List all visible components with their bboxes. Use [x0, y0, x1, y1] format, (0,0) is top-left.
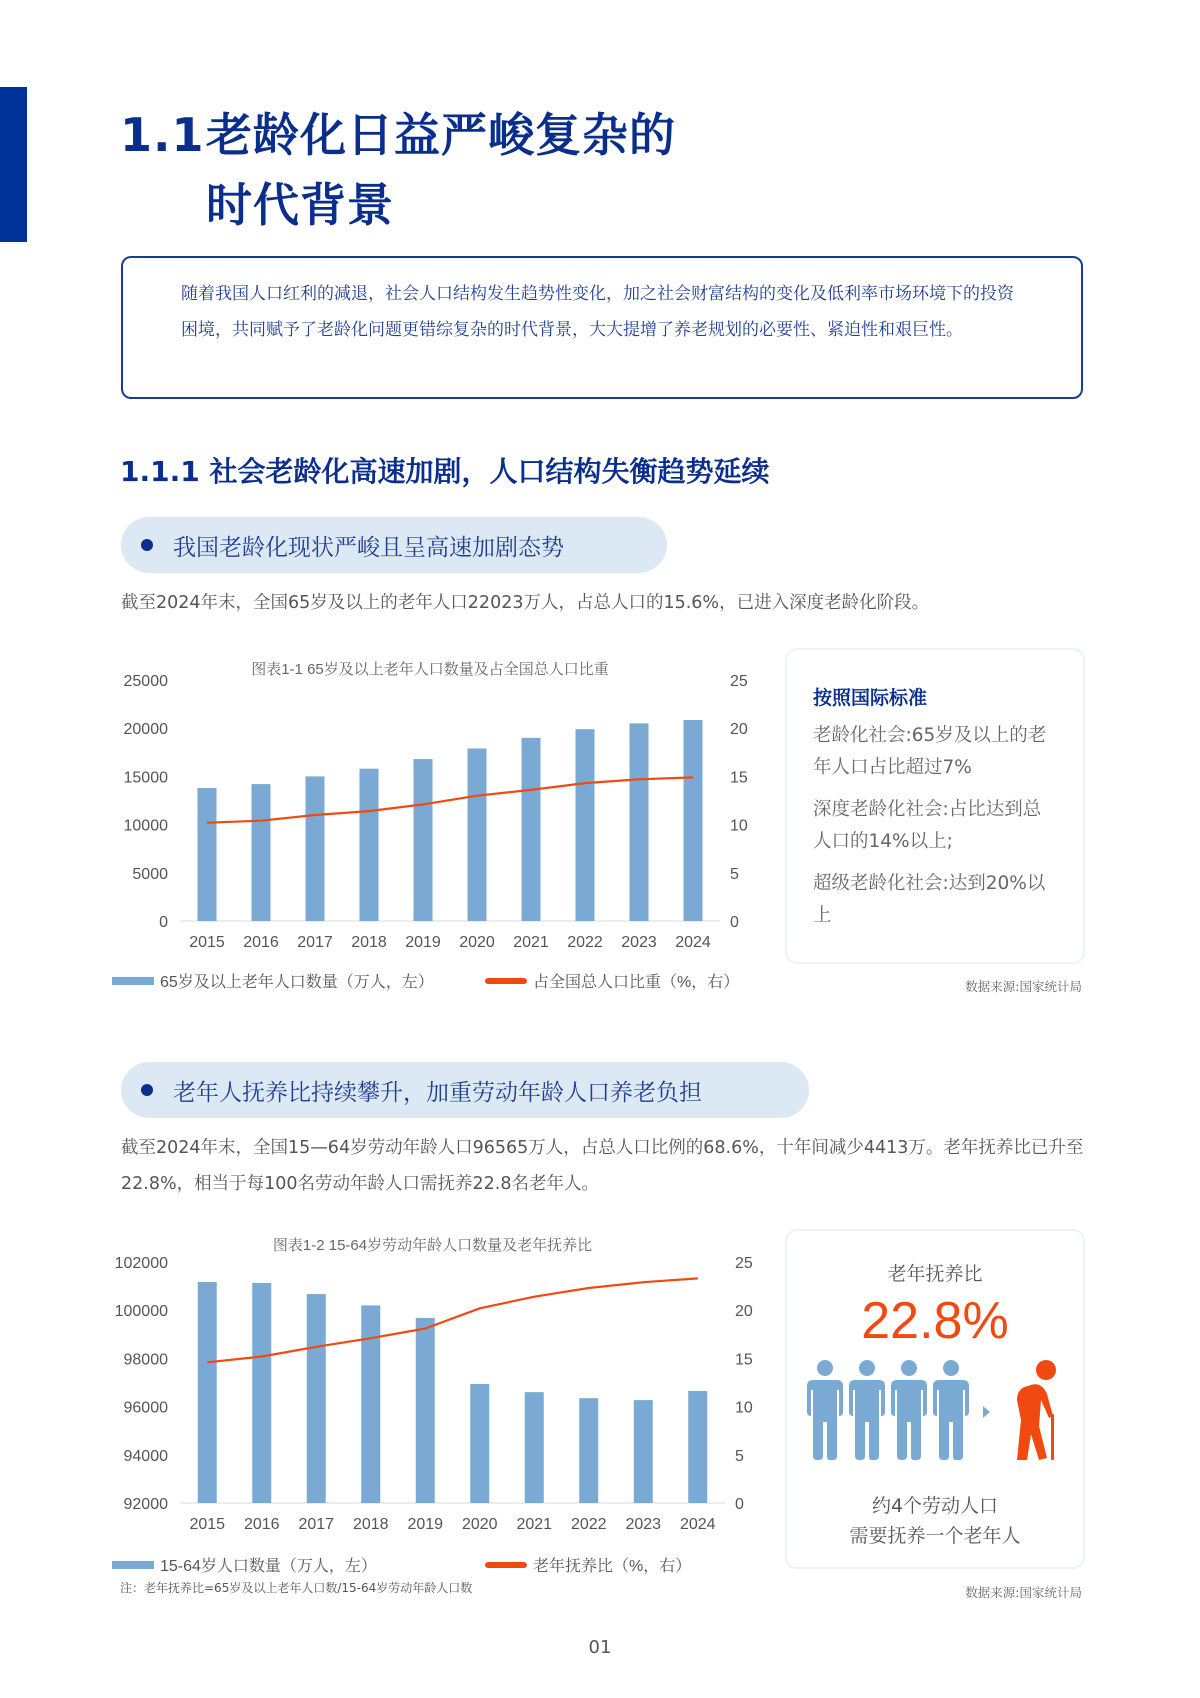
bar-2015: [198, 1282, 217, 1503]
right-axis-tick: 15: [730, 769, 748, 787]
x-axis-tick: 2024: [675, 934, 711, 951]
bar-2022: [576, 729, 595, 921]
page-number: 01: [588, 1637, 612, 1658]
x-axis-tick: 2023: [625, 1516, 662, 1533]
bar-2017: [307, 1294, 326, 1503]
arrow-right-icon: [983, 1406, 990, 1418]
x-axis-tick: 2018: [352, 1516, 389, 1533]
workers-to-elder-infographic: [803, 1356, 1073, 1466]
bar-2021: [525, 1392, 544, 1503]
x-axis-tick: 2020: [459, 934, 495, 951]
x-axis-tick: 2020: [461, 1516, 498, 1533]
chart-note: 注：老年抚养比=65岁及以上老年人口数/15-64岁劳动年龄人口数: [120, 1581, 473, 1595]
left-axis-tick: 0: [159, 914, 168, 931]
title-number: 1.1: [120, 108, 205, 162]
x-axis-tick: 2021: [513, 934, 549, 951]
bar-2024: [688, 1391, 707, 1503]
x-axis-tick: 2019: [407, 1516, 444, 1533]
worker-icon: [891, 1380, 927, 1460]
chart-elderly-population: [110, 645, 770, 1005]
bar-2022: [579, 1398, 598, 1503]
title-accent-bar: [0, 87, 27, 242]
left-axis-tick: 25000: [123, 673, 168, 690]
left-axis-tick: 5000: [132, 865, 168, 883]
bullet-icon: [141, 539, 153, 551]
left-axis-tick: 10000: [123, 817, 168, 835]
ratio-line: [207, 1278, 698, 1362]
right-axis-tick: 15: [735, 1351, 753, 1369]
x-axis-tick: 2019: [405, 934, 441, 951]
worker-person-icons: [807, 1360, 969, 1460]
x-axis-tick: 2022: [570, 1516, 607, 1533]
chart-title: 图表1-1 65岁及以上老年人口数量及占全国总人口比重: [251, 661, 609, 678]
intro-box: [121, 256, 1083, 399]
legend-line-swatch: [485, 978, 527, 984]
x-axis-tick: 2017: [297, 934, 333, 951]
left-axis-tick: 100000: [114, 1303, 168, 1321]
right-axis-tick: 0: [730, 914, 739, 931]
left-axis-tick: 92000: [123, 1496, 168, 1513]
right-axis-tick: 25: [730, 673, 748, 690]
right-axis-tick: 20: [735, 1303, 753, 1321]
aging-paragraph: 截至2024年末，全国65岁及以上的老年人口22023万人，占总人口的15.6%，已进入深度老龄化阶段。: [121, 593, 930, 613]
title-line-1: 老龄化日益严峻复杂的: [206, 108, 676, 162]
right-axis-tick: 5: [730, 865, 739, 883]
caption-line-1: 约4个劳动人口: [871, 1495, 999, 1517]
intro-text: 随着我国人口红利的减退，社会人口结构发生趋势性变化，加之社会财富结构的变化及低利率市场环境下的投资困境，共同赋予了老龄化问题更错综复杂的时代背景，大大提增了养老规划的必要性、紧迫性和艰巨性。: [181, 284, 1014, 340]
legend-line-label: 占全国总人口比重（%，右）: [533, 974, 740, 991]
chart-working-age-population: [110, 1225, 770, 1605]
right-axis-tick: 20: [730, 721, 748, 739]
x-axis-tick: 2022: [567, 934, 603, 951]
bar-2020: [468, 748, 487, 921]
right-axis-tick: 10: [735, 1399, 753, 1417]
bar-2020: [470, 1384, 489, 1503]
dependency-ratio-value: 22.8%: [861, 1292, 1009, 1350]
legend-bar-swatch: [112, 977, 154, 985]
ratio-line: [207, 777, 693, 822]
legend-line-label: 老年抚养比（%，右）: [533, 1558, 692, 1575]
title-line-2: 时代背景: [206, 178, 394, 232]
data-source-1: 数据来源:国家统计局: [965, 979, 1082, 994]
international-standard-card: [785, 648, 1085, 964]
left-axis-tick: 96000: [123, 1399, 168, 1417]
legend-bar-swatch: [112, 1561, 154, 1569]
caption-line-2: 需要抚养一个老年人: [849, 1525, 1021, 1547]
x-axis-tick: 2018: [351, 934, 387, 951]
chart-title: 图表1-2 15-64岁劳动年龄人口数量及老年抚养比: [272, 1237, 593, 1254]
standard-super-aging-society: 超级老龄化社会:达到20%以上: [813, 873, 1046, 926]
bar-2019: [414, 759, 433, 921]
bar-2016: [252, 1283, 271, 1503]
x-axis-tick: 2021: [516, 1516, 553, 1533]
bar-2019: [416, 1318, 435, 1503]
dependency-caption: [787, 1491, 1083, 1551]
bar-2021: [522, 738, 541, 921]
x-axis-tick: 2017: [298, 1516, 335, 1533]
x-axis-tick: 2023: [621, 934, 657, 951]
bar-2024: [684, 720, 703, 921]
bar-2018: [360, 769, 379, 921]
legend-bar-label: 65岁及以上老年人口数量（万人，左）: [160, 974, 434, 991]
left-axis-tick: 98000: [123, 1351, 168, 1369]
x-axis-tick: 2015: [189, 1516, 226, 1533]
bar-2017: [306, 776, 325, 921]
right-axis-tick: 0: [735, 1496, 744, 1513]
left-axis-tick: 15000: [123, 769, 168, 787]
section-heading: 1.1.1 社会老龄化高速加剧，人口结构失衡趋势延续: [120, 455, 770, 488]
worker-icon: [807, 1380, 843, 1460]
elderly-person-icon: [1017, 1360, 1056, 1460]
x-axis-tick: 2016: [243, 1516, 280, 1533]
x-axis-tick: 2024: [679, 1516, 716, 1533]
bullet-icon: [141, 1084, 153, 1096]
legend-bar-label: 15-64岁人口数量（万人，左）: [160, 1558, 377, 1575]
standard-deep-aging-society: 深度老龄化社会:占比达到总人口的14%以上;: [813, 799, 1042, 852]
pill-label: 我国老龄化现状严峻且呈高速加剧态势: [173, 534, 564, 561]
subsection-pill-aging: [121, 517, 667, 573]
page-title: [120, 100, 676, 240]
data-source-2: 数据来源:国家统计局: [965, 1585, 1082, 1600]
pill-label: 老年人抚养比持续攀升，加重劳动年龄人口养老负担: [173, 1079, 702, 1106]
left-axis-tick: 94000: [123, 1447, 168, 1465]
dependency-ratio-card: [785, 1229, 1085, 1569]
legend-line-swatch: [485, 1562, 527, 1568]
x-axis-tick: 2016: [243, 934, 279, 951]
left-axis-tick: 20000: [123, 721, 168, 739]
left-axis-tick: 102000: [114, 1255, 168, 1272]
standard-aging-society: 老龄化社会:65岁及以上的老年人口占比超过7%: [813, 725, 1047, 778]
worker-icon: [933, 1380, 969, 1460]
right-axis-tick: 5: [735, 1447, 744, 1465]
chart-1-svg: [110, 645, 770, 1005]
subsection-pill-dependency: [121, 1062, 809, 1118]
bar-2018: [361, 1305, 380, 1503]
bar-2016: [252, 784, 271, 921]
dependency-paragraph: 截至2024年末，全国15—64岁劳动年龄人口96565万人，占总人口比例的68.6%，十年间减少4413万。老年抚养比已升至22.8%，相当于每100名劳动年龄人口需抚养22.8名老年人。: [121, 1138, 1084, 1194]
x-axis-tick: 2015: [189, 934, 225, 951]
card-title: 按照国际标准: [813, 687, 928, 709]
chart-2-svg: [110, 1225, 770, 1605]
right-axis-tick: 25: [735, 1255, 753, 1272]
right-axis-tick: 10: [730, 817, 748, 835]
bar-2023: [634, 1400, 653, 1503]
bar-2015: [198, 788, 217, 921]
dependency-ratio-label: 老年抚养比: [887, 1263, 983, 1285]
bar-2023: [630, 723, 649, 921]
worker-icon: [849, 1380, 885, 1460]
